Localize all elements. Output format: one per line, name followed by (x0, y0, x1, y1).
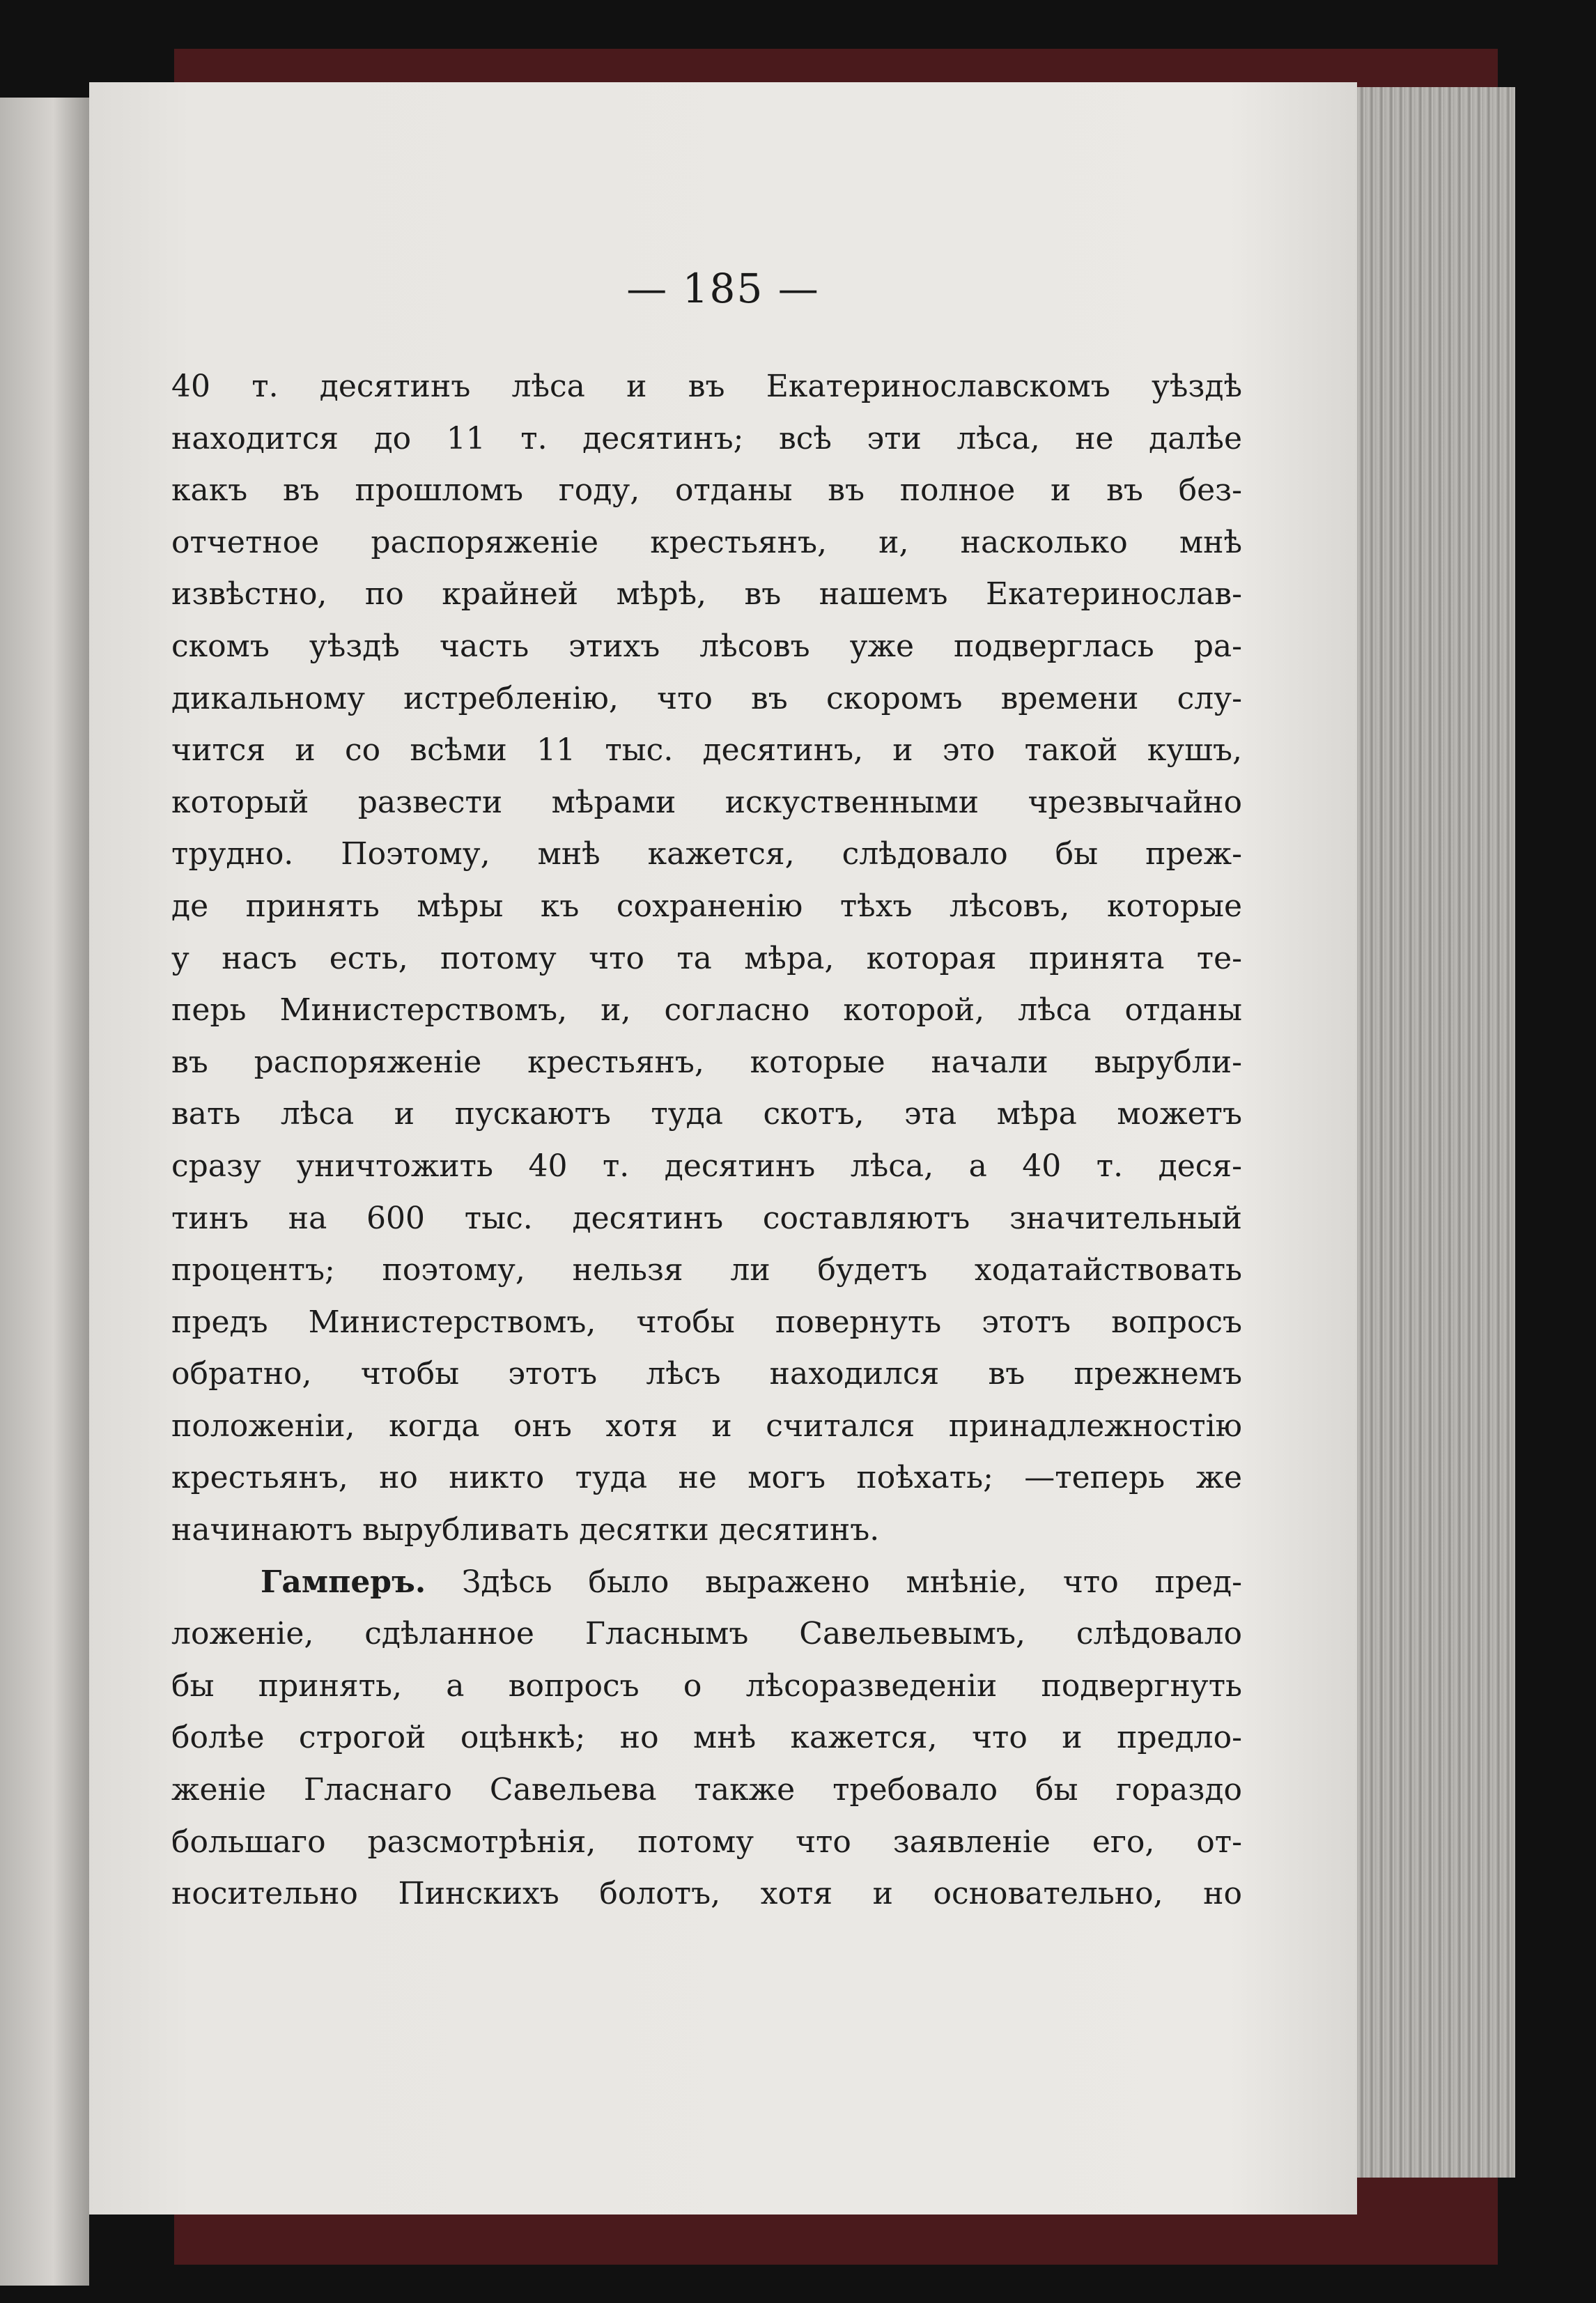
text-line: который развести мѣрами искуственными чрезвычайно (171, 784, 1242, 820)
text-line: дикальному истребленію, что въ скоромъ времени слу- (171, 680, 1242, 716)
speaker-name: Гамперъ. (261, 1564, 426, 1600)
text-line: сразу уничтожить 40 т. десятинъ лѣса, а 40 т. деся- (171, 1148, 1242, 1184)
text-line: чится и со всѣми 11 тыс. десятинъ, и это такой кушъ, (171, 732, 1242, 769)
text-line: скомъ уѣздѣ часть этихъ лѣсовъ уже подверглась ра- (171, 628, 1242, 664)
text-line: процентъ; поэтому, нельзя ли будетъ ходатайствовать (171, 1252, 1242, 1288)
text-line: носительно Пинскихъ болотъ, хотя и основательно, но (171, 1876, 1242, 1912)
text-line: извѣстно, по крайней мѣрѣ, въ нашемъ Екатеринослав- (171, 576, 1242, 613)
text-line: у насъ есть, потому что та мѣра, которая принята те- (171, 940, 1242, 976)
text-line: вать лѣса и пускаютъ туда скотъ, эта мѣра можетъ (171, 1096, 1242, 1132)
text-line: крестьянъ, но никто туда не могъ поѣхать; —теперь же (171, 1460, 1242, 1496)
page-text (171, 361, 1242, 1920)
text-line: ложеніе, сдѣланное Гласнымъ Савельевымъ, слѣдовало (171, 1616, 1242, 1652)
speech-first-line (171, 1557, 1242, 1609)
text-line: перь Министерствомъ, и, согласно которой, лѣса отданы (171, 992, 1242, 1029)
text-line: тинъ на 600 тыс. десятинъ составляютъ значительный (171, 1200, 1242, 1236)
speech-text: Здѣсь было выражено мнѣніе, что пред- (461, 1564, 1242, 1600)
text-line: бы принять, а вопросъ о лѣсоразведеніи подвергнуть (171, 1667, 1242, 1704)
text-line: де принять мѣры къ сохраненію тѣхъ лѣсовъ, которые (171, 888, 1242, 924)
text-line: обратно, чтобы этотъ лѣсъ находился въ прежнемъ (171, 1356, 1242, 1392)
text-line: положеніи, когда онъ хотя и считался принадлежностію (171, 1408, 1242, 1444)
text-line: большаго разсмотрѣнія, потому что заявленіе его, от- (171, 1824, 1242, 1860)
facing-page-edge (0, 98, 89, 2286)
book-page (89, 82, 1357, 2215)
text-line: женіе Гласнаго Савельева также требовало бы гораздо (171, 1772, 1242, 1808)
text-line: въ распоряженіе крестьянъ, которые начали вырубли- (171, 1044, 1242, 1080)
text-line: предъ Министерствомъ, чтобы повернуть этотъ вопросъ (171, 1304, 1242, 1340)
page-stack-edge (1355, 87, 1515, 2178)
page-number: — 185 — (626, 265, 820, 312)
text-line: 40 т. десятинъ лѣса и въ Екатеринославскомъ уѣздѣ (171, 369, 1242, 404)
text-line: отчетное распоряженіе крестьянъ, и, насколько мнѣ (171, 524, 1242, 560)
text-line: трудно. Поэтому, мнѣ кажется, слѣдовало бы преж- (171, 836, 1242, 872)
text-line: болѣе строгой оцѣнкѣ; но мнѣ кажется, что и предло- (171, 1720, 1242, 1756)
text-line-paragraph-end: начинаютъ вырубливать десятки десятинъ. (171, 1512, 880, 1548)
text-line: находится до 11 т. десятинъ; всѣ эти лѣса, не далѣе (171, 420, 1242, 456)
text-line: какъ въ прошломъ году, отданы въ полное и въ без- (171, 472, 1242, 509)
